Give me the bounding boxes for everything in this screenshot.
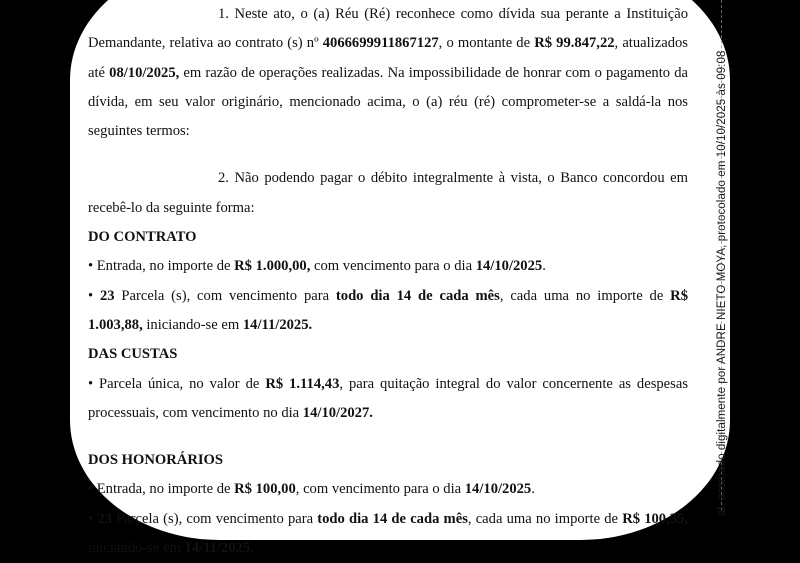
bullet-middle: com vencimento para o dia	[310, 258, 476, 275]
bullet-suffix: .	[531, 481, 535, 498]
bullet-middle: , cada uma no importe de	[467, 510, 623, 527]
bullet-middle: , com vencimento para o dia	[295, 481, 465, 498]
document-body	[88, 0, 688, 563]
list-item-contrato-parcelas	[88, 282, 688, 341]
paper-inner	[70, 0, 730, 557]
spacer	[88, 146, 688, 164]
bullet-prefix: Parcela (s), com vencimento para	[114, 287, 336, 304]
bullet-prefix: • Entrada, no importe de	[88, 258, 235, 275]
list-item-honorarios-entrada	[88, 475, 688, 504]
installment-count: 23	[97, 510, 112, 527]
bullet-glyph: •	[88, 287, 94, 304]
installment-start-date: 14/11/2025.	[242, 316, 313, 333]
honorarios-entrada-date: 14/10/2025	[464, 481, 532, 498]
list-item-contrato-entrada	[88, 252, 688, 281]
entrada-date: 14/10/2025	[475, 258, 543, 275]
clause-1-text-part-1: 1. Neste ato, o (a) Réu (Ré) reconhece como dívida sua perante a Instituição Demandante, relativa ao contrato (s) nº	[88, 6, 688, 52]
bullet-prefix: • Entrada, no importe de	[88, 481, 235, 498]
installment-start-date: 14/11/2025.	[184, 540, 254, 557]
payment-schedule: todo dia 14 de cada mês	[335, 287, 500, 304]
installment-count: 23	[99, 287, 115, 304]
installment-value: R$ 1.003,88,	[88, 287, 688, 333]
list-item-honorarios-parcelas	[88, 505, 688, 563]
section-heading-dos-honorarios: DOS HONORÁRIOS	[88, 452, 224, 469]
bullet-tail-prefix: iniciando-se em	[142, 316, 243, 333]
entrada-value: R$ 1.000,00,	[234, 258, 311, 275]
bullet-tail-prefix: iniciando-se em	[88, 540, 185, 557]
watermark-text: al, assinado digitalmente por ANDRE NIETO MOYA, protocolado em 10/10/2025 às 09:08	[716, 50, 728, 516]
clause-1-text-part-3: , atualizados até	[88, 35, 688, 81]
signature-watermark	[700, 0, 728, 540]
bullet-suffix: .	[542, 258, 546, 275]
updated-date: 08/10/2025,	[109, 64, 180, 81]
installment-value: R$ 100,35,	[622, 510, 688, 527]
clause-1-text-part-4: em razão de operações realizadas. Na impossibilidade de honrar com o pagamento da dívida, em seu valor originário, mencionado acima, o (a) réu (ré) comprometer-se a saldá-la nos seguintes termos:	[88, 64, 688, 140]
bullet-prefix: Parcela (s), com vencimento para	[111, 510, 318, 527]
custas-date: 14/10/2027.	[302, 404, 373, 421]
debt-amount: R$ 99.847,22	[534, 35, 615, 52]
bullet-prefix: • Parcela única, no valor de	[88, 375, 266, 392]
list-item-custas-parcela-unica	[88, 370, 688, 429]
spacer	[88, 428, 688, 446]
honorarios-entrada-value: R$ 100,00	[234, 481, 296, 498]
section-heading-do-contrato: DO CONTRATO	[88, 229, 197, 246]
section-heading-das-custas: DAS CUSTAS	[88, 346, 178, 363]
bullet-middle: , para quitação integral do valor concernente as despesas processuais, com vencimento no dia	[88, 375, 688, 421]
custas-value: R$ 1.114,43	[265, 375, 340, 392]
bullet-glyph: •	[88, 510, 94, 527]
contract-number: 4066699911867127	[322, 35, 439, 52]
clause-1-text-part-2: , o montante de	[438, 35, 535, 52]
bullet-middle: , cada uma no importe de	[499, 287, 671, 304]
paper-surface	[70, 0, 730, 557]
clause-1-paragraph	[88, 0, 688, 146]
clause-2-paragraph: 2. Não podendo pagar o débito integralmente à vista, o Banco concordou em recebê-lo da seguinte forma:	[88, 170, 688, 216]
payment-schedule: todo dia 14 de cada mês	[317, 510, 468, 527]
